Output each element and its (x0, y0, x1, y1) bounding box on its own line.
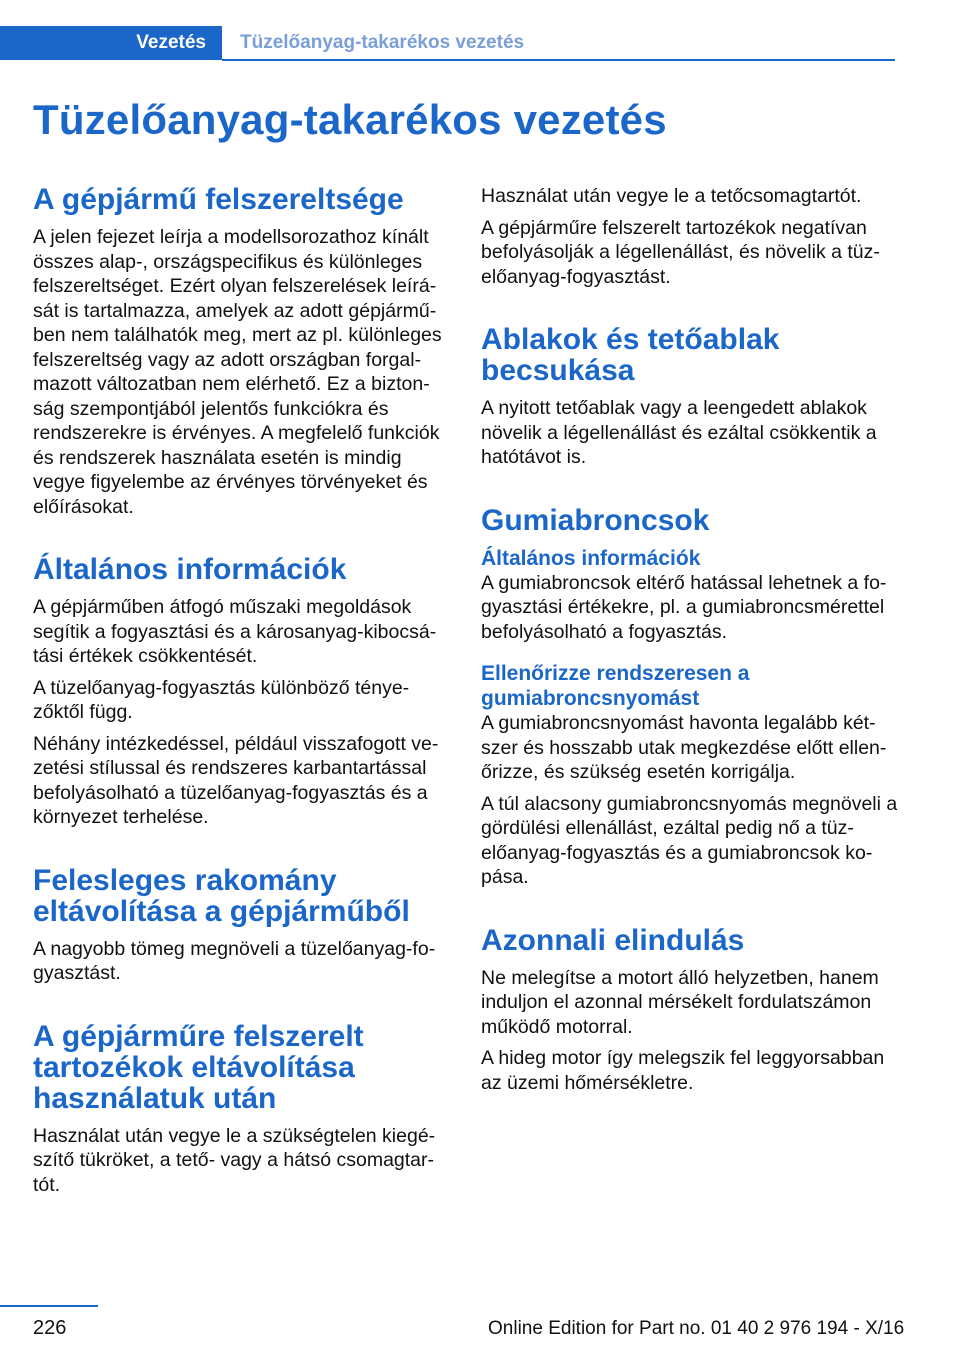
section-heading-tyres: Gumiabroncsok (481, 503, 710, 537)
subheading-tyre-pressure: Ellenőrizze rendszeresen a gumiabroncsnyomást (481, 662, 750, 710)
paragraph: A nagyobb tömeg megnöveli a tüzelőanyag-fogyasztást. (33, 937, 436, 984)
section-heading-immediate-start: Azonnali elindulás (481, 923, 745, 957)
section-heading-general-info: Általános információk (33, 553, 347, 586)
paragraph: A jelen fejezet leírja a modellsorozathoz kínált összes alap-, országspecifikus és különleges felszereltséget. Ezért olyan felszerelések leírását is tartalmazza, amelyek az adott gépjárműben nem találhatók meg, mert az pl. különleges felszereltség vagy az adott országban forgalmazott változatban nem elérhető. Ez a biztonság szempontjából jelentős funkciókra és rendszerekre is érvényes. A megfelelő funkciók és rendszerek használata esetén is mindig vegye figyelembe az érvényes törvényeket és előírásokat. (33, 226, 442, 518)
section-breadcrumb[interactable]: Tüzelőanyag-takarékos vezetés (240, 32, 525, 53)
edition-note: Online Edition for Part no. 01 40 2 976 194 - X/16 (488, 1318, 905, 1339)
paragraph: A gépjárműben átfogó műszaki megoldások segítik a fogyasztási és a károsanyag-kibocsátási értékek csökkentését. (33, 596, 437, 667)
paragraph: A nyitott tetőablak vagy a leengedett ablakok növelik a légellenállást és ezáltal csökkentik a hatótávot is. (481, 397, 877, 468)
section-heading-windows: Ablakok és tetőablak becsukása (481, 323, 780, 387)
page-header (0, 26, 895, 62)
section-heading-equipment: A gépjármű felszereltsége (33, 183, 404, 216)
right-column (481, 184, 899, 1102)
section-heading-remove-accessories: A gépjárműre felszerelt tartozékok eltávolítása használatuk után (33, 1019, 364, 1115)
paragraph: Ne melegítse a motort álló helyzetben, hanem induljon el azonnal mérsékelt fordulatszámon működő motorral. (481, 966, 879, 1038)
paragraph: A tüzelőanyag-fogyasztás különböző tényezőktől függ. (33, 676, 410, 723)
paragraph: A gumiabroncsok eltérő hatással lehetnek a fogyasztási értékekre, pl. a gumiabroncsmérettel befolyásolható a fogyasztás. (481, 571, 887, 643)
chapter-tab[interactable]: Vezetés (0, 26, 222, 60)
page-title: Tüzelőanyag-takarékos vezetés (33, 96, 667, 143)
left-column (33, 184, 451, 1204)
section-heading-remove-load: Felesleges rakomány eltávolítása a gépjárműből (33, 863, 410, 928)
subheading-general-info: Általános információk (481, 546, 701, 570)
paragraph: A hideg motor így melegszik fel leggyorsabban az üzemi hőmérsékletre. (481, 1047, 885, 1094)
paragraph: Használat után vegye le a szükségtelen kiegészítő tükröket, a tető- vagy a hátsó csomagtartót. (33, 1124, 436, 1196)
page-number: 226 (33, 1317, 67, 1339)
paragraph: A gumiabroncsnyomást havonta legalább kétszer és hosszabb utak megkezdése előtt ellenőrizze, és szükség esetén korrigálja. (481, 712, 887, 783)
paragraph: A gépjárműre felszerelt tartozékok negatívan befolyásolják a légellenállást, és növelik a tüzelőanyag-fogyasztást. (481, 216, 880, 288)
header-divider (222, 59, 895, 61)
paragraph: A túl alacsony gumiabroncsnyomás megnöveli a gördülési ellenállást, ezáltal pedig nő a tüzelőanyag-fogyasztás és a gumiabroncsok kopása. (481, 792, 898, 888)
paragraph: Használat után vegye le a tetőcsomagtartót. (481, 185, 862, 207)
footer-divider (0, 1305, 98, 1307)
paragraph: Néhány intézkedéssel, például visszafogott vezetési stílussal és rendszeres karbantartással befolyásolható a tüzelőanyag-fogyasztás és a környezet terhelése. (33, 732, 439, 828)
